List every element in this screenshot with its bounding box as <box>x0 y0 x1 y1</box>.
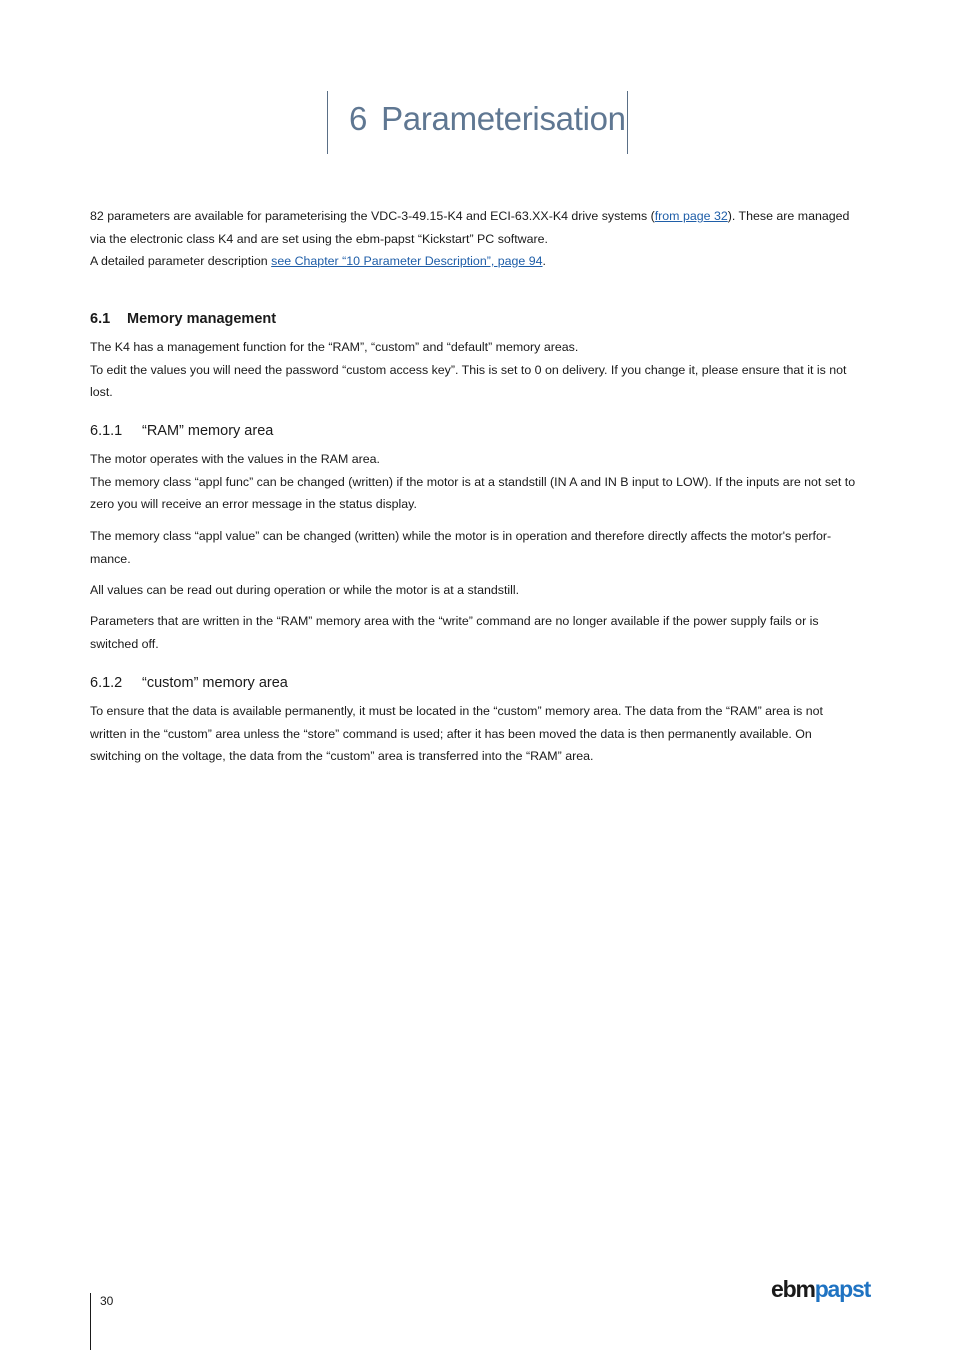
section-6-1-1-p3 <box>90 579 860 602</box>
intro-text-2-end: . <box>542 254 546 268</box>
section-title: “RAM” memory area <box>142 423 274 439</box>
section-6-1-body <box>90 336 860 404</box>
paragraph: The motor operates with the values in the RAM area. <box>90 452 380 466</box>
logo-papst: papst <box>814 1276 871 1302</box>
paragraph: Parameters that are written in the “RAM” memory area with the “write” command are no longer available if the power supply fails or is switched off. <box>90 614 819 651</box>
section-6-1-1-p4 <box>90 610 860 655</box>
link-from-page-32[interactable]: from page 32 <box>654 209 728 223</box>
paragraph: To ensure that the data is available permanently, it must be located in the “custom” memory area. The data from the “RAM” area is not written in the “custom” area unless the “store” command is used; after it has been moved the data is then permanently available. On switching on the voltage, the data from the “custom” area is transferred into the “RAM” area. <box>90 704 823 763</box>
ebmpapst-logo <box>771 1276 870 1303</box>
section-6-1-2-p1 <box>90 700 860 768</box>
section-number: 6.1.2 <box>90 675 123 691</box>
chapter-title <box>349 100 626 138</box>
section-number: 6.1 <box>90 311 111 327</box>
paragraph: To edit the values you will need the password “custom access key”. This is set to 0 on delivery. If you change it, please ensure that it is not lost. <box>90 362 847 399</box>
paragraph: The K4 has a management function for the “RAM”, “custom” and “default” memory areas. <box>90 340 579 354</box>
section-6-1-1-p1 <box>90 448 860 516</box>
section-heading-6-1-2 <box>90 672 860 695</box>
paragraph: The memory class “appl value” can be changed (written) while the motor is in operation and therefore directly affects the motor's perfor-mance. <box>90 529 832 566</box>
section-title: Memory management <box>127 311 277 327</box>
intro-text-2 <box>90 250 860 273</box>
section-number: 6.1.1 <box>90 423 123 439</box>
section-heading-6-1 <box>90 308 860 331</box>
page-number: 30 <box>100 1294 114 1308</box>
intro-paragraph <box>90 205 860 273</box>
link-parameter-description[interactable]: see Chapter “10 Parameter Description”, page 94 <box>271 254 543 268</box>
chapter-number: 6 <box>349 100 368 137</box>
intro-text-1-start: 82 parameters are available for parameterising the VDC-3-49.15-K4 and ECI-63.XX-K4 drive systems ( <box>90 209 655 223</box>
section-title: “custom” memory area <box>142 675 288 691</box>
section-heading-6-1-1 <box>90 420 860 443</box>
logo-ebm: ebm <box>771 1276 815 1302</box>
title-divider-left <box>327 91 328 154</box>
intro-text-1-end: ). These are managed via the electronic class K4 and are set using the ebm-papst “Kickstart” PC software. <box>90 209 850 246</box>
footer-divider <box>90 1293 91 1350</box>
chapter-title-text: Parameterisation <box>381 100 626 137</box>
intro-text-2-start: A detailed parameter description <box>90 254 272 268</box>
title-divider-right <box>627 91 628 154</box>
section-6-1-1-p2 <box>90 525 860 570</box>
paragraph: All values can be read out during operation or while the motor is at a standstill. <box>90 583 520 597</box>
paragraph: The memory class “appl func” can be changed (written) if the motor is at a standstill (IN A and IN B input to LOW). If the inputs are not set to zero you will receive an error message in the status display. <box>90 474 856 511</box>
intro-text-1 <box>90 205 860 250</box>
